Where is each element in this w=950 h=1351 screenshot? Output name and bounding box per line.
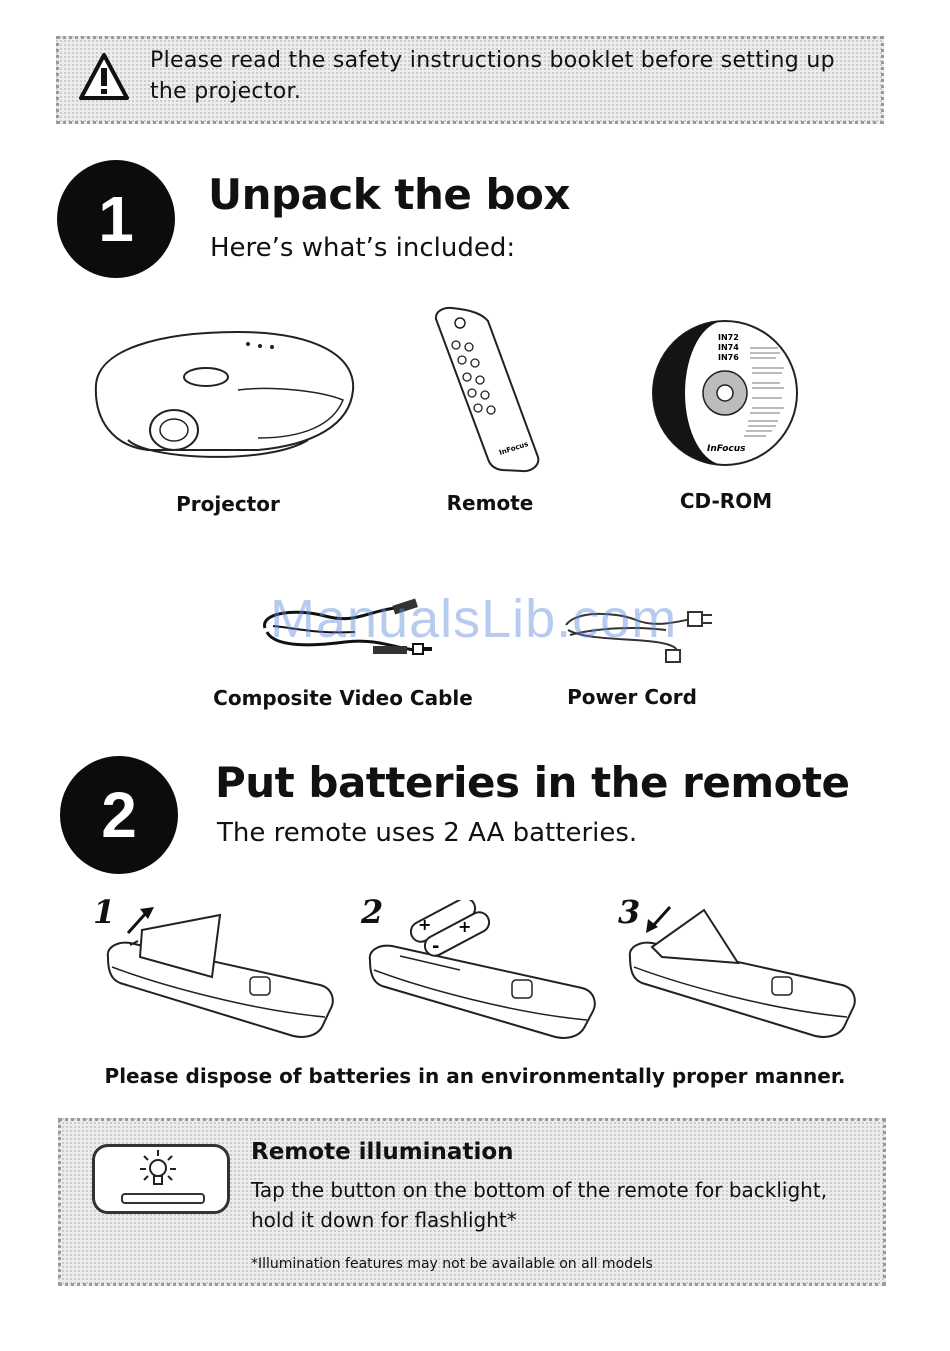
remote-open-cover-illustration [100,905,340,1045]
projector-icon [88,320,364,470]
item-label-cd-rom: CD-ROM [679,489,773,513]
item-label-composite-video-cable: Composite Video Cable [213,686,473,710]
remote-brand-text: InFocus [498,439,530,457]
illumination-text-line-2: hold it down for flashlight* [251,1208,517,1232]
cd-model-2: IN74 [718,343,739,352]
step-2-badge: 2 [60,756,178,874]
substep-3-number: 3 [618,893,641,931]
cd-rom-icon [650,318,800,468]
battery-plus-right: + [458,917,472,936]
step-2-title: Put batteries in the remote [215,758,850,807]
substep-1-number: 1 [93,893,116,931]
battery-plus-left: + [418,915,432,934]
illumination-text-line-1: Tap the button on the bottom of the remote for backlight, [251,1178,828,1202]
remote-close-cover-illustration [622,905,862,1045]
step-1-subtitle: Here’s what’s included: [210,233,516,263]
step-2-subtitle: The remote uses 2 AA batteries. [217,818,638,848]
substep-2-number: 2 [361,893,384,931]
step-1-badge: 1 [57,160,175,278]
illumination-footnote: *Illumination features may not be available on all models [251,1256,653,1272]
warning-text-line-1: Please read the safety instructions booklet before setting up [150,48,835,73]
item-label-projector: Projector [176,492,280,516]
remote-icon [432,305,544,477]
item-label-power-cord: Power Cord [567,685,697,709]
battery-minus: - [432,936,440,957]
lightbulb-icon [140,1148,176,1192]
battery-disposal-note: Please dispose of batteries in an environmentally proper manner. [104,1064,846,1088]
item-label-remote: Remote [446,491,534,515]
illumination-title: Remote illumination [251,1139,514,1165]
cd-model-1: IN72 [718,333,739,342]
cd-model-3: IN76 [718,353,739,362]
warning-triangle-icon [78,52,130,102]
cd-brand-text: InFocus [707,444,746,454]
warning-text-line-2: the projector. [150,79,302,104]
watermark: ManualsLib.com [270,589,678,649]
remote-insert-batteries-illustration [360,900,600,1045]
step-1-title: Unpack the box [208,170,570,219]
